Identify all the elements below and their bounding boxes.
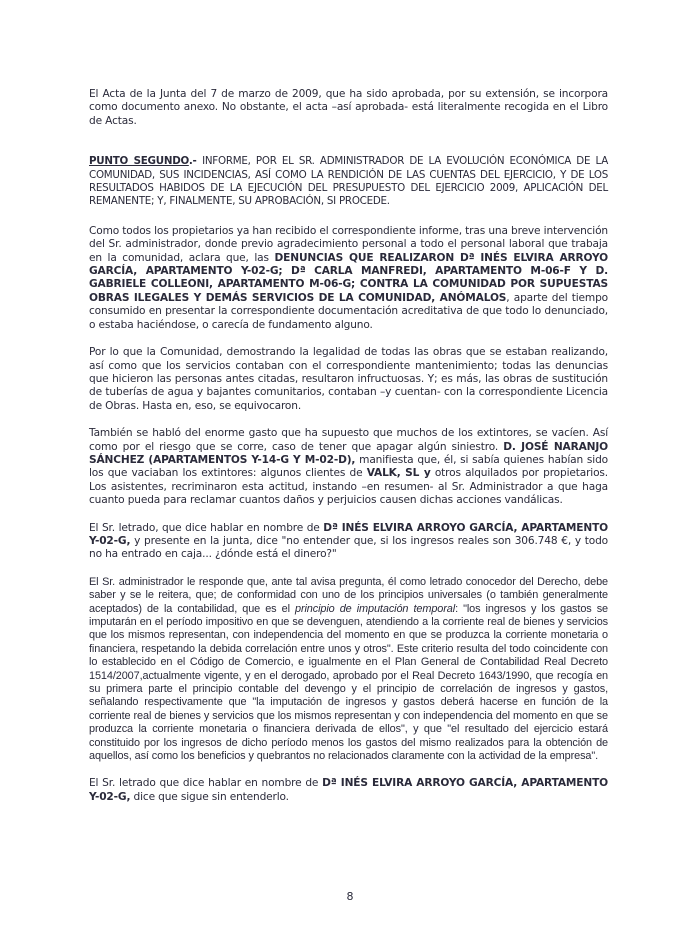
- paragraph-punto-segundo: [89, 155, 608, 209]
- document-page: [89, 88, 608, 804]
- paragraph-comunidad: [89, 346, 608, 413]
- paragraph-acta: [89, 88, 608, 128]
- paragraph-extintores: [89, 427, 608, 507]
- extintores-text-1: También se habló del enorme gasto que ha supuesto que muchos de los extintores, se vacíen. Así como por el riesgo que se corre, caso de tener que apagar algún siniestro.: [89, 427, 608, 453]
- informe-text-2: , aparte del tiempo consumido en presentar la correspondiente documentación acreditativa de que todo lo denunciado, o estaba haciéndose, o carecía de fundamento alguno.: [89, 291, 608, 331]
- letrado-ines-bold: Dª INÉS ELVIRA ARROYO GARCÍA, APARTAMENTO Y-02-G,: [89, 521, 609, 547]
- paragraph-letrado: [89, 522, 608, 562]
- page-number: 8: [346, 890, 354, 903]
- final-text-2: dice que sigue sin entenderlo.: [130, 790, 289, 803]
- extintores-text-3: otros alquilados por propietarios. Los asistentes, recriminaron esta actitud, instando –en resumen- al Sr. Administrador a que haga cuanto pueda para reclamar cuantos daños y perjuicios causen dichas acciones vandálicas.: [89, 467, 609, 507]
- extintores-text-2: manifiesta que, él, si sabía quienes habían sido los que vaciaban los extintores: algunos clientes de: [89, 453, 608, 480]
- extintores-jose-naranjo-bold: D. JOSÉ NARANJO SÁNCHEZ (APARTAMENTOS Y-14-G Y M-02-D),: [89, 440, 609, 466]
- paragraph-final: [89, 777, 608, 804]
- respuesta-text-2: : "los ingresos y los gastos se imputarán en el período impositivo en que se devenguen, atendiendo a la corriente real de bienes y servicios que los mismos representan, con independencia del momento en que se produzca la corriente monetaria o financiera, respetando la debida correlación entre unos y otros". Este criterio resulta del todo coincidente con lo establecido en el Código de Comercio, e igualmente en el Plan General de Contabilidad Real Decreto 1514/2007,actualmente vigente, y en el derogado, aprobado por el Real Decreto 1643/1990, que recogía en su primera parte el principio contable del devengo y el principio de correlación de ingresos y gastos, señalando respectivamente que "la imputación de ingresos y gastos deberá hacerse en función de la corriente real de bienes y servicios que los mismos representan y con independencia del momento en que se produzca la corriente monetaria o financiera derivada de ellos", y que "el resultado del ejercicio estará constituido por los ingresos de dicho período menos los gastos del mismo realizados para la obtención de aquellos, así como los beneficios y quebrantos no relacionados claramente con la actividad de la empresa".: [89, 602, 609, 763]
- paragraph-informe: [89, 225, 608, 332]
- punto-segundo-heading: PUNTO SEGUNDO: [89, 155, 189, 168]
- final-ines-bold: Dª INÉS ELVIRA ARROYO GARCÍA, APARTAMENTO Y-02-G,: [89, 777, 609, 803]
- respuesta-principio-italic: principio de imputación temporal: [294, 602, 456, 615]
- paragraph-respuesta-administrador: [89, 576, 608, 764]
- punto-separator: .-: [188, 155, 203, 168]
- punto-segundo-text: INFORME, POR EL SR. ADMINISTRADOR DE LA EVOLUCIÓN ECONÓMICA DE LA COMUNIDAD, SUS INCIDENCIAS, ASÍ COMO LA RENDICIÓN DE LAS CUENTAS DEL EJERCICIO, Y DE LOS RESULTADOS HABIDOS DE LA EJECUCIÓN DEL PRESUPUESTO DEL EJERCICIO 2009, APLICACIÓN DEL REMANENTE; Y, FINALMENTE, SU APROBACIÓN, SI PROCEDE.: [89, 155, 608, 208]
- acta-text: El Acta de la Junta del 7 de marzo de 2009, que ha sido aprobada, por su extensión, se incorpora como documento anexo. No obstante, el acta –así aprobada- está literalmente recogida en el Libro de Actas.: [89, 88, 608, 127]
- letrado-text-2: y presente en la junta, dice "no entender que, si los ingresos reales son 306.748 €, y todo no ha entrado en caja... ¿dónde está el dinero?": [89, 534, 608, 561]
- informe-denuncias-bold: DENUNCIAS QUE REALIZARON Dª INÉS ELVIRA ARROYO GARCÍA, APARTAMENTO Y-02-G; Dª CARLA MANFREDI, APARTAMENTO M-06-F Y D. GABRIELE COLLEONI, APARTAMENTO M-06-G; CONTRA LA COMUNIDAD POR SUPUESTAS OBRAS ILEGALES Y DEMÁS SERVICIOS DE LA COMUNIDAD, ANÓMALOS: [89, 251, 608, 304]
- final-text-1: El Sr. letrado que dice hablar en nombre de: [89, 777, 323, 790]
- letrado-text-1: El Sr. letrado, que dice hablar en nombre de: [89, 521, 324, 534]
- respuesta-text-1: El Sr. administrador le responde que, ante tal avisa pregunta, él como letrado conocedor del Derecho, debe saber y se le reitera, que; de conformidad con uno de los principios universales (o también generalmente aceptados) de la contabilidad, que es el: [89, 575, 608, 615]
- informe-text-1: Como todos los propietarios ya han recibido el correspondiente informe, tras una breve intervención del Sr. administrador, donde previo agradecimiento personal a todo el personal laboral que trabaja en la comunidad, aclara que, las: [89, 224, 608, 264]
- comunidad-text: Por lo que la Comunidad, demostrando la legalidad de todas las obras que se estaban realizando, así como que los servicios contaban con el correspondiente mantenimiento; todas las denuncias que hicieron las personas antes citadas, resultaron infructuosas. Y; es más, las obras de sustitución de tuberías de agua y bajantes comunitarios, contaban –y cuentan- con la correspondiente Licencia de Obras. Hasta en, eso, se equivocaron.: [89, 346, 608, 412]
- extintores-valk-bold: VALK, SL y: [366, 467, 431, 480]
